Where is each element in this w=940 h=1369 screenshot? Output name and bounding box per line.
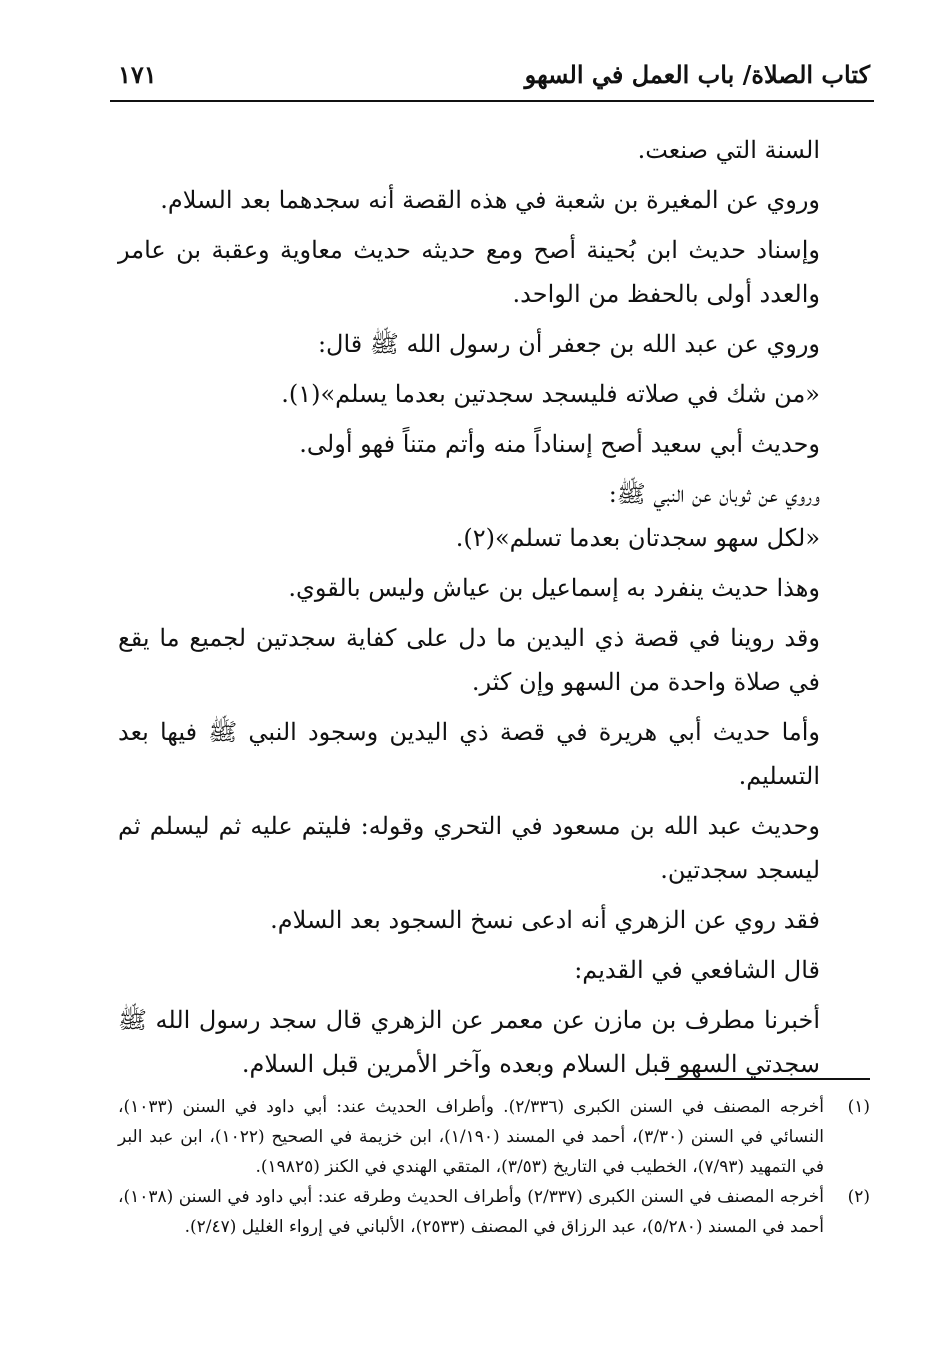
paragraph: السنة التي صنعت. xyxy=(637,136,820,164)
footnote-text: أخرجه المصنف في السنن الكبرى (٢/٣٣٧) وأطراف الحديث وطرقه عند: أبي داود في السنن (١٠٣٨)، أحمد في المسند (٥/٢٨٠)، عبد الرزاق في المصنف (٢٥٣٣)، الألباني في إرواء الغليل (٢/٤٧). xyxy=(118,1187,824,1237)
running-title: كتاب الصلاة/ باب العمل في السهو xyxy=(524,60,870,89)
paragraph: وروي عن ثوبان عن النبي ﷺ: xyxy=(608,480,820,508)
paragraph: فقد روي عن الزهري أنه ادعى نسخ السجود بعد السلام. xyxy=(270,906,820,934)
paragraph: وروي عن المغيرة بن شعبة في هذه القصة أنه سجدهما بعد السلام. xyxy=(160,186,820,214)
header-rule xyxy=(110,100,874,102)
paragraph: وهذا حديث ينفرد به إسماعيل بن عياش وليس بالقوي. xyxy=(288,574,820,602)
paragraph: «لكل سهو سجدتان بعدما تسلم»(٢). xyxy=(455,524,820,552)
footnote-number: (٢) xyxy=(847,1187,870,1207)
paragraph: أخبرنا مطرف بن مازن عن معمر عن الزهري قال سجد رسول الله ﷺ سجدتي السهو قبل السلام وبعده وآخر الأمرين قبل السلام. xyxy=(118,1006,820,1078)
footnote xyxy=(118,1092,870,1182)
paragraph: وأما حديث أبي هريرة في قصة ذي اليدين وسجود النبي ﷺ فيها بعد التسليم. xyxy=(118,718,820,790)
paragraph: وروي عن عبد الله بن جعفر أن رسول الله ﷺ قال: xyxy=(317,330,820,358)
footnote xyxy=(118,1182,870,1242)
footnotes xyxy=(118,1092,870,1242)
footnote-text: أخرجه المصنف في السنن الكبرى (٢/٣٣٦). وأطراف الحديث عند: أبي داود في السنن (١٠٣٣)، النسائي في السنن (٣/٣٠)، أحمد في المسند (١/١٩٠)، ابن خزيمة في الصحيح (١٠٢٢)، ابن عبد البر في التمهيد (٧/٩٣)، الخطيب في التاريخ (٣/٥٣)، المتقي الهندي في الكنز (١٩٨٢٥). xyxy=(118,1097,824,1177)
paragraph: «من شك في صلاته فليسجد سجدتين بعدما يسلم»(١). xyxy=(281,380,820,408)
page-number: ١٧١ xyxy=(118,60,157,89)
main-text xyxy=(118,128,870,1092)
page-header xyxy=(110,58,870,98)
paragraph: قال الشافعي في القديم: xyxy=(574,956,820,984)
paragraph: وحديث عبد الله بن مسعود في التحري وقوله: فليتم عليه ثم ليسلم ثم ليسجد سجدتين. xyxy=(118,812,820,884)
footnote-number: (١) xyxy=(847,1097,870,1117)
paragraph: وإسناد حديث ابن بُحينة أصح ومع حديثه حديث معاوية وعقبة بن عامر والعدد أولى بالحفظ من الواحد. xyxy=(118,236,820,308)
paragraph: وقد روينا في قصة ذي اليدين ما دل على كفاية سجدتين لجميع ما يقع في صلاة واحدة من السهو وإن كثر. xyxy=(118,624,820,696)
footnote-rule xyxy=(665,1078,870,1080)
paragraph: وحديث أبي سعيد أصح إسناداً منه وأتم متناً فهو أولى. xyxy=(299,430,820,458)
